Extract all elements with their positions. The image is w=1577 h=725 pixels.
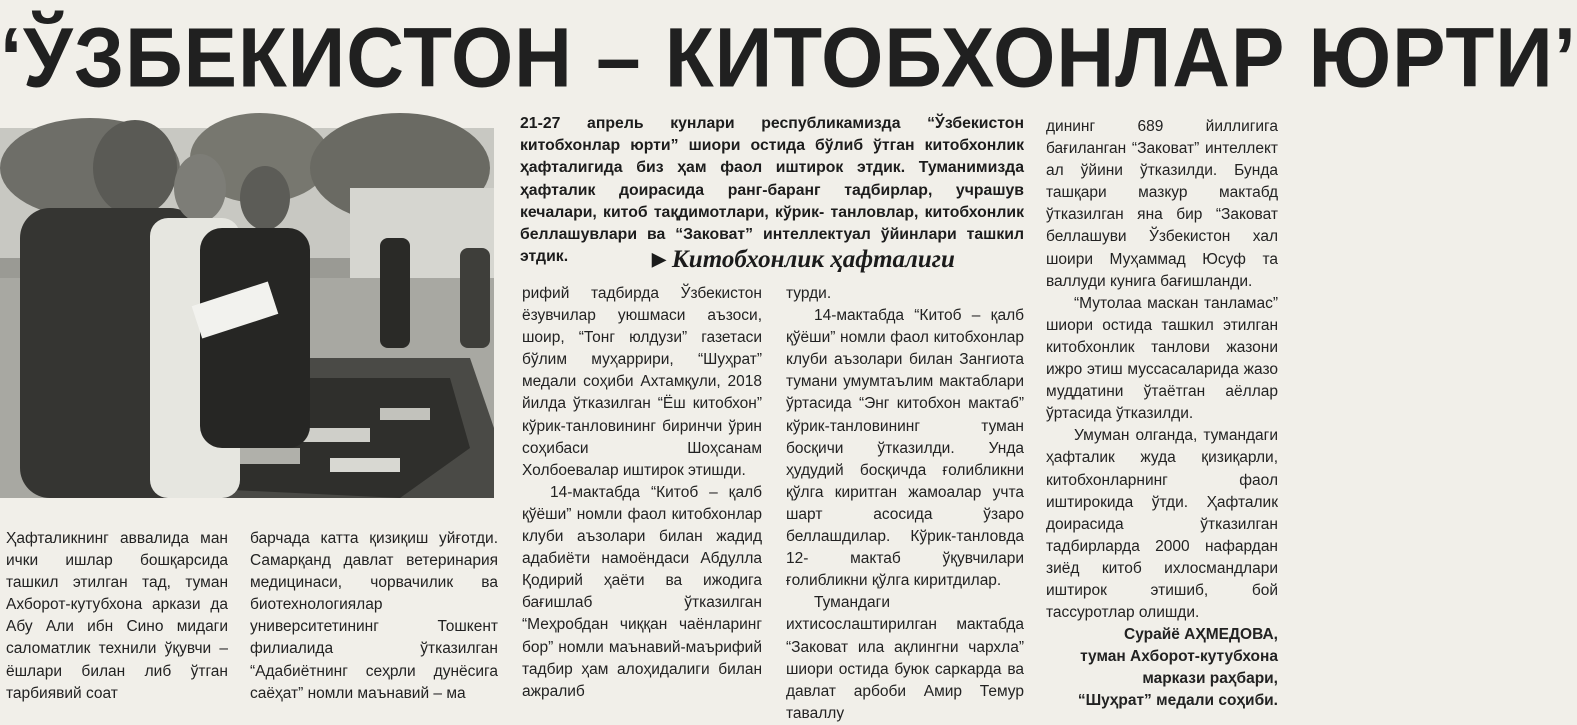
column-5-paragraph-2: “Мутолаа маскан танламас” шиори остида ташкил этилган китобхонлик танлови жазони ижро этиш муссасаларида жазо муддатини ўтаётган аёллар ўртасида ўтказилди. xyxy=(1046,294,1278,423)
column-2-text: барчада катта қизиқиш уйғотди. Самарқанд давлат ветеринария медицинаси, чорвачилик ва биотехнологиялар университетининг Тошкент филиалида ўтказилган “Адабиётнинг сеҳрли дунёсига саёҳат” номли маънавий – ма xyxy=(250,530,498,702)
triangle-bullet-icon: ▶ xyxy=(652,249,666,269)
article-column-4 xyxy=(786,283,1024,725)
column-4-paragraph-3: Тумандаги ихтисослаштирилган мактабда “Заковат ила ақлингни чархла” шиори остида буюк саркарда ва давлат арбоби Амир Темур таваллу xyxy=(786,594,1024,722)
column-1-text: Ҳафталикнинг аввалида ман ички ишлар бошқарсида ташкил этилган тад, туман Ахборот-кутубхона аркази да Абу Али ибн Сино мидаги саломатлик технили ўқувчи – ёшлари билан либ ўтган тарбиявий соат xyxy=(6,530,228,702)
column-5-paragraph-3: Умуман олганда, тумандаги ҳафталик жуда қизиқарли, китобхонларнинг фаол иштирокида ўтди. Ҳафталик доирасида ўтказилган тадбирларда 2000 нафардан зиёд китоб ихлосмандлари иштирок этишиб, бой тассуротлар олишди. xyxy=(1046,427,1278,622)
column-4-paragraph-2: 14-мактабда “Китоб – қалб қўёши” номли фаол китобхонлар клуби аъзолари билан Зангиота тумани умумтаълим мактаблари ўртасида “Энг китобхон мактаб” кўрик-танловининг туман босқичи ўтказилди. Унда ҳудудий босқичда ғолибликни қўлга киритган жамоалар учта шарт асосида ўзаро беллашдилар. Кўрик-танловда 12- мактаб ўқувчилари ғолибликни қўлга киритдилар. xyxy=(786,307,1024,590)
author-title-line-2: маркази раҳбари, xyxy=(1142,670,1278,688)
subheading xyxy=(652,244,1024,274)
article-column-1 xyxy=(6,528,228,705)
people-at-book-exhibition-photo xyxy=(0,128,494,498)
author-title-line-1: туман Ахборот-кутубхона xyxy=(1080,648,1278,666)
subheading-text: Китобхонлик ҳафталиги xyxy=(671,246,955,273)
column-3-paragraph-1: рифий тадбирда Ўзбекистон ёзувчилар уюшмаси аъзоси, шоир, “Тонг юлдузи” газетаси бўлим муҳаррири, “Шуҳрат” медали соҳиби Ахтамқули, 2018 йилда ўтказилган “Ёш китобхон” кўрик-танловининг биринчи ўрин соҳибаси Шоҳсанам Холбоевалар иштирок этишди. xyxy=(522,285,762,479)
column-3-paragraph-2: 14-мактабда “Китоб – қалб қўёши” номли фаол китобхонлар клуби аъзолари билан жадид адабиёти намоёндаси Абдулла Қодирий ҳаёти ва ижодига бағишлаб ўтказилган “Меҳробдан чиққан чаёнларинг бор” номли маънавий-маърифий тадбир ҳам алоҳидалиги билан ажралиб xyxy=(522,483,762,700)
article-column-5 xyxy=(1046,116,1278,713)
article-column-3 xyxy=(522,283,762,703)
article-column-2 xyxy=(250,528,498,705)
lead-paragraph: 21-27 апрель кунлари республикамизда “Ўзбекистон китобхонлар юрти” шиори остида бўлиб ўтган китобхонлик ҳафталигида биз ҳам фаол иштирок этдик. Туманимизда ҳафталик доирасида ранг-баранг тадбирлар, учрашув кечалари, китоб тақдимотлари, кўрик- танловлар, китобхонлик беллашувлари ва “Заковат” интеллектуал ўйинлари ташкил этдик. xyxy=(520,115,1024,266)
author-signature xyxy=(1046,624,1278,712)
author-title-line-3: “Шуҳрат” медали соҳиби. xyxy=(1077,692,1278,710)
headline: ‘ЎЗБЕКИСТОН – КИТОБХОНЛАР ЮРТИ’ xyxy=(0,10,1577,105)
author-name: Сурайё АҲМЕДОВА, xyxy=(1124,626,1278,644)
column-5-paragraph-1: дининг 689 йиллигига бағиланган “Заковат” интеллект ал ўйини ўтказилди. Бунда ташқари мазкур мактабд ўтказилган яна бир “Заковат беллашуви Ўзбекистон хал шоири Муҳаммад Юсуф та валлуди кунига бағишланди. xyxy=(1046,118,1278,290)
column-4-paragraph-1: турди. xyxy=(786,285,832,302)
